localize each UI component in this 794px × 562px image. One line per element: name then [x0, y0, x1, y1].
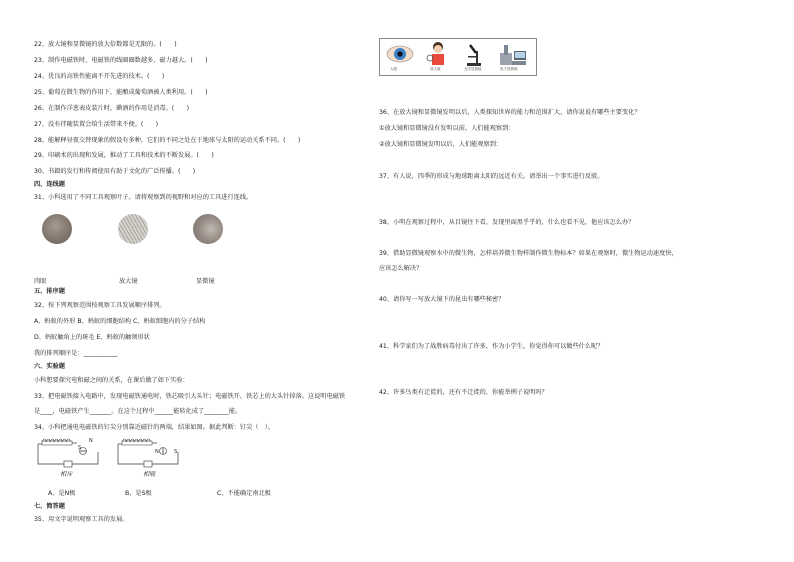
section-5-heading: 五、排序题	[34, 288, 65, 295]
strip-label-electron-microscope: 电子显微镜	[500, 67, 518, 71]
fig2-pole-s: S	[174, 449, 178, 455]
question-36-part-2: ②放大镜和显微镜发明以后，人们能观察到：	[379, 141, 503, 148]
question-39-line-1: 39、借助显微镜观察水中的微生物，怎样培养微生物样制作微生物标本？如果在观察时，微生物运动速度快，	[379, 250, 678, 257]
question-34: 34、小科把通电电磁铁的钉尖分别靠近磁针的两端，结果如图。据此判断：钉尖（ ）。	[34, 424, 274, 431]
optical-microscope-icon	[464, 43, 484, 67]
question-26: 26、在制作洋葱表皮装片时，碘酒的作用是消毒。( )	[34, 105, 190, 112]
leaf-label-microscope: 显微镜	[196, 278, 215, 285]
section-6-heading: 六、实验题	[34, 363, 65, 370]
question-32-answer: 我的排列顺序是：___________	[34, 350, 118, 357]
fig1-pole-s: S	[78, 445, 82, 451]
question-30: 30、书籍的发行和传阅使用有助于文化的广泛传播。( )	[34, 168, 196, 175]
question-42: 42、许多鸟类有迁徙的，还有不迁徙的，你能举例子说明吗？	[379, 389, 548, 396]
question-28: 28、能解释昼夜交替现象的假设有多种，它们的不同之处在于地球与太阳的运动关系不同。( )	[34, 137, 301, 144]
person-with-magnifier-icon	[426, 41, 450, 67]
option-b: B、是S极	[125, 490, 152, 497]
fig2-caption: 相吸	[143, 471, 156, 478]
strip-label-magnifier: 放大镜	[430, 67, 441, 71]
question-24: 24、优良的高铁性能离不开先进的技术。( )	[34, 73, 165, 80]
leaf-label-naked-eye: 肉眼	[34, 278, 47, 285]
strip-label-optical-microscope: 光学显微镜	[464, 67, 482, 71]
question-33-line-2: 是____，电磁铁产生_______。在这个过程中______能转化成了________能。	[34, 408, 242, 415]
leaf-naked-eye-image	[42, 214, 72, 244]
question-33-line-1: 33、把电磁铁接入电路中，发现电磁铁通电时，铁芯吸引大头针；电磁铁开，铁芯上的大头针掉落。这说明电磁铁	[34, 393, 346, 400]
question-22: 22、放大镜和显微镜的放大倍数都是无限的。( )	[34, 41, 177, 48]
fig1-pole-n: N	[89, 438, 93, 444]
experiment-intro: 小科想要探究电和磁之间的关系，在课后做了如下实验：	[34, 377, 189, 384]
question-39-line-2: 应该怎么解决？	[379, 265, 423, 272]
question-31: 31、小科选用了不同工具观察叶子。请将观察到的视野和对应的工具进行连线。	[34, 194, 253, 201]
question-38: 38、小明在观察过程中，从目镜往下看，发现里面黑乎乎的，什么也看不见，他应该怎么办？	[379, 219, 635, 226]
question-25: 25、葡萄在微生物的作用下，能酿成葡萄酒被人类利用。( )	[34, 89, 208, 96]
leaf-label-magnifier: 放大镜	[119, 278, 138, 285]
section-7-heading: 七、简答题	[34, 503, 65, 510]
question-36: 36、在放大镜和显微镜发明以后，人类探知世界的能力和范围扩大，请你说说有哪些主要变化？	[379, 109, 641, 116]
strip-label-eye: 人眼	[390, 67, 397, 71]
question-23: 23、制作电磁铁时，电磁铁的线圈圈数越多，磁力越大。( )	[34, 57, 208, 64]
question-32-options-1: A、蚂蚁的外形 B、蚂蚁的细胞结构 C、蚂蚁细胞内的分子结构	[34, 318, 206, 325]
electron-microscope-icon	[498, 43, 528, 67]
option-a: A、是N极	[48, 490, 76, 497]
option-c: C、不能确定南北极	[217, 490, 271, 497]
fig1-caption: 相斥	[60, 471, 73, 478]
leaf-magnifier-image	[118, 214, 148, 244]
question-37: 37、有人说，四季的形成与地球距离太阳的远近有关。请举出一个事实进行反驳。	[379, 173, 604, 180]
question-36-part-1: ①放大镜和显微镜没有发明以前，人们能观察到：	[379, 125, 515, 132]
question-35: 35、用文字说明观察工具的发展。	[34, 516, 129, 523]
circuit-figure-repel	[36, 436, 106, 470]
fig2-pole-n: N	[155, 449, 159, 455]
leaf-microscope-image	[193, 214, 223, 244]
question-32: 32、按下列观察范围按观察工具发展顺序排列。	[34, 302, 166, 309]
question-27: 27、没有伴随装置会给生活带来不便。( )	[34, 121, 159, 128]
question-29: 29、印刷术的出现和发展，推动了工具和技术的不断发展。( )	[34, 152, 214, 159]
section-4-heading: 四、连线题	[34, 181, 65, 188]
question-40: 40、请你写一写放大镜下的昆虫有哪些秘密？	[379, 296, 505, 303]
question-32-options-2: D、蚂蚁触角上的斑毛 E、蚂蚁的触须形状	[34, 334, 150, 341]
eye-icon	[386, 45, 414, 63]
observation-tools-strip	[379, 38, 537, 76]
question-41: 41、科学家们为了战胜病毒付出了许多，作为小学生，你觉得你可以做些什么呢？	[379, 343, 604, 350]
